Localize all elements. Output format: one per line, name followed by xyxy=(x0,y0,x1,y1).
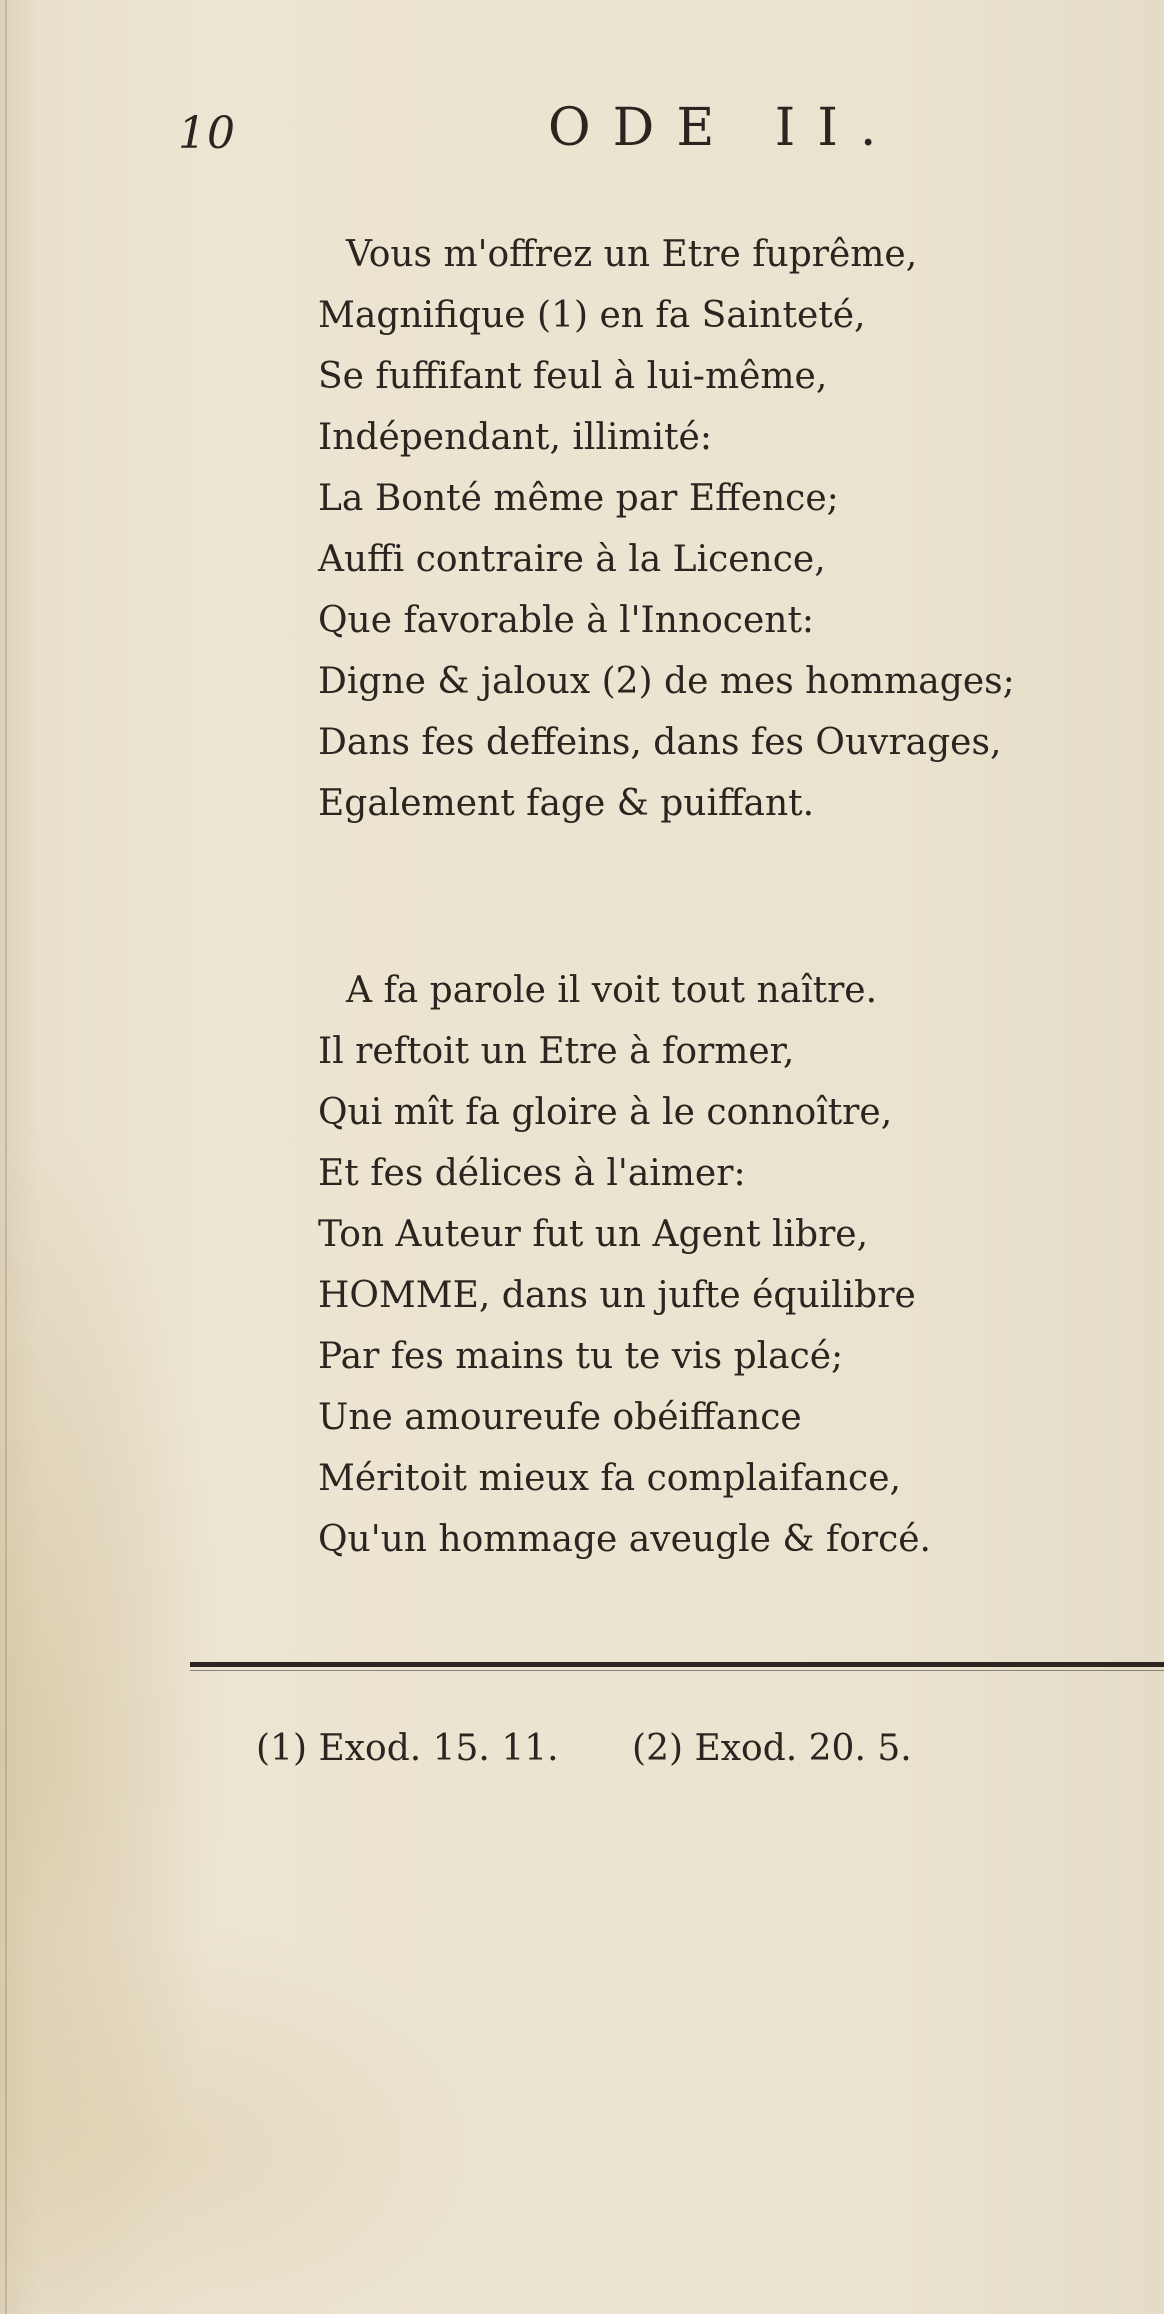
page-gutter-shadow xyxy=(5,0,7,2314)
verse-line: Se fuffifant feul à lui-même, xyxy=(318,356,828,397)
running-head-title: ODE II. xyxy=(548,98,899,158)
footnote-separator-rule xyxy=(190,1662,1164,1667)
verse-line: Auffi contraire à la Licence, xyxy=(318,539,826,580)
verse-line: Qui mît fa gloire à le connoître, xyxy=(318,1092,893,1133)
verse-line: Que favorable à l'Innocent: xyxy=(318,600,815,641)
verse-line: Méritoit mieux fa complaifance, xyxy=(318,1458,901,1499)
verse-line: HOMME, dans un jufte équilibre xyxy=(318,1275,916,1316)
verse-line: Egalement fage & puiffant. xyxy=(318,783,815,824)
footnote-1: (1) Exod. 15. 11. xyxy=(256,1728,559,1769)
footnote-2: (2) Exod. 20. 5. xyxy=(632,1728,912,1769)
stanza-2 xyxy=(318,960,931,1570)
verse-line: La Bonté même par Effence; xyxy=(318,478,839,519)
verse-line: Digne & jaloux (2) de mes hommages; xyxy=(318,661,1015,702)
page-number: 10 xyxy=(178,108,236,159)
verse-line: Ton Auteur fut un Agent libre, xyxy=(318,1214,869,1255)
verse-line: Par fes mains tu te vis placé; xyxy=(318,1336,844,1377)
verse-line: Dans fes deffeins, dans fes Ouvrages, xyxy=(318,722,1002,763)
stanza-1 xyxy=(318,224,1015,834)
verse-line: Il reftoit un Etre à former, xyxy=(318,1031,795,1072)
verse-line: Indépendant, illimité: xyxy=(318,417,712,458)
verse-line: Et fes délices à l'aimer: xyxy=(318,1153,746,1194)
verse-line: A fa parole il voit tout naître. xyxy=(346,970,878,1011)
verse-line: Vous m'offrez un Etre fuprême, xyxy=(346,234,918,275)
verse-line: Une amoureufe obéiffance xyxy=(318,1397,802,1438)
footnotes xyxy=(256,1728,912,1769)
verse-line: Magnifique (1) en fa Sainteté, xyxy=(318,295,866,336)
verse-line: Qu'un hommage aveugle & forcé. xyxy=(318,1519,932,1560)
